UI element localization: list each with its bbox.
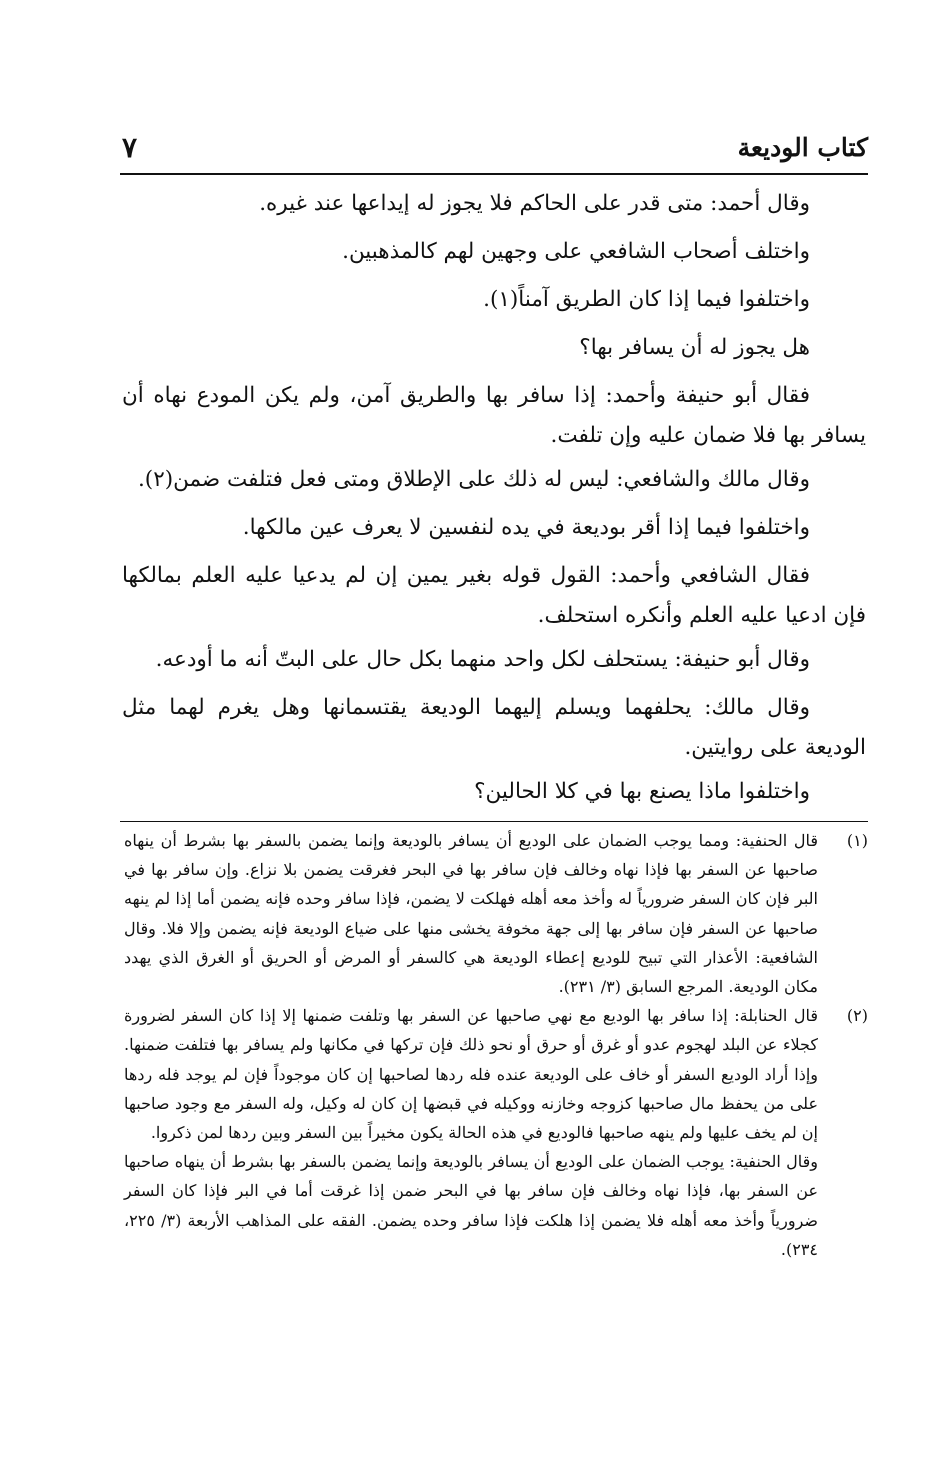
text-paragraph: فقال الشافعي وأحمد: القول قوله بغير يمين إن لم يدعيا عليه العلم بمالكها فإن ادعيا عليه العلم وأنكره استحلف. <box>122 563 866 628</box>
footnote <box>124 826 868 1001</box>
text-line: واختلفوا فيما إذا أقر بوديعة في يده لنفسين لا يعرف عين مالكها. <box>242 515 810 540</box>
footnote-number: (١) <box>846 831 868 850</box>
text-line: واختلفوا فيما إذا كان الطريق آمناً(١). <box>483 287 810 312</box>
text-line: هل يجوز له أن يسافر بها؟ <box>579 335 810 360</box>
page-number: ٧ <box>122 131 138 164</box>
text-line: وقال مالك والشافعي: ليس له ذلك على الإطلاق ومتى فعل فتلفت ضمن(٢). <box>137 467 810 492</box>
footnotes <box>124 826 868 1264</box>
text-paragraph: فقال أبو حنيفة وأحمد: إذا سافر بها والطريق آمن، ولم يكن المودع نهاه أن يسافر بها فلا ضمان عليه وإن تلفت. <box>122 383 866 448</box>
text-paragraph: وقال مالك: يحلفهما ويسلم إليهما الوديعة يقتسمانها وهل يغرم لهما مثل الوديعة على روايتين. <box>122 695 866 760</box>
header-rule <box>120 173 868 175</box>
footnote-text: وقال الحنفية: يوجب الضمان على الوديع أن يسافر بالوديعة وإنما يضمن بالسفر بها بشرط أن ينهاه صاحبها عن السفر بها، فإذا نهاه وخالف فإن سافر بها في البحر ضمن إذا غرقت أما في البر فإذا كان السفر ضرورياً وأخذ معه أهله فلا يضمن إذا هلكت فإذا سافر وحده يضمن. الفقه على المذاهب الأربعة (٣/ ٢٢٥، ٢٣٤). <box>124 1152 818 1259</box>
main-text <box>122 180 866 816</box>
footnote-text: قال الحنابلة: إذا سافر بها الوديع مع نهي صاحبها عن السفر بها وتلفت ضمنها إلا إذا كان السفر لضرورة كجلاء عن البلد لهجوم عدو أو غرق أو حرق أو نحو ذلك فإن تركها في مكانها ولم يسافر بها فتلفت ضمنها. وإذا أراد الوديع السفر أو خاف على الوديعة عنده فله ردها لصاحبها إن كان موجوداً فإن لم يوجد فله ردها على من يحفظ مال صاحبها كزوجه وخازنه ووكيله في قبضها إن كان له وكيل، وله السفر مع وجود صاحبها إن لم يخف عليها ولم ينهه صاحبها فالوديع في هذه الحالة يكون مخيراً بين السفر وبين ردها لمن ذكروا. <box>124 1006 819 1143</box>
footnote-number: (٢) <box>846 1006 868 1026</box>
text-line: واختلف أصحاب الشافعي على وجهين لهم كالمذهبين. <box>342 239 810 264</box>
text-line: وقال أبو حنيفة: يستحلف لكل واحد منهما بكل حال على البتّ أنه ما أودعه. <box>155 647 810 672</box>
running-title: كتاب الوديعة <box>737 133 868 162</box>
text-line: واختلفوا ماذا يصنع بها في كلا الحالين؟ <box>474 779 810 804</box>
text-line: وقال أحمد: متى قدر على الحاكم فلا يجوز له إيداعها عند غيره. <box>259 191 810 216</box>
footnote <box>124 1001 868 1264</box>
page-header <box>120 128 868 172</box>
footnote-text: قال الحنفية: ومما يوجب الضمان على الوديع أن يسافر بالوديعة وإنما يضمن بالسفر بها بشرط أن ينهاه صاحبها عن السفر بها فإذا نهاه وخالف فإن سافر بها في البحر فغرقت يضمن بلا نزاع. وإن سافر بها في البر فإن كان السفر ضرورياً له وأخذ معه أهله فهلكت لا يضمن، فإذا سافر وحده فإنه يضمن أما إذا لم ينهه صاحبها عن السفر فإن سافر بها إلى جهة مخوفة يخشى منها على ضياع الوديعة فإنه يضمن وإلا فلا. وقال الشافعية: الأعذار التي تبيح للوديع إعطاء الوديعة هي كالسفر أو المرض أو الحريق أو الغرق الذي يهدد مكان الوديعة. المرجع السابق (٣/ ٢٣١). <box>124 831 819 997</box>
footnote-rule <box>120 821 868 822</box>
